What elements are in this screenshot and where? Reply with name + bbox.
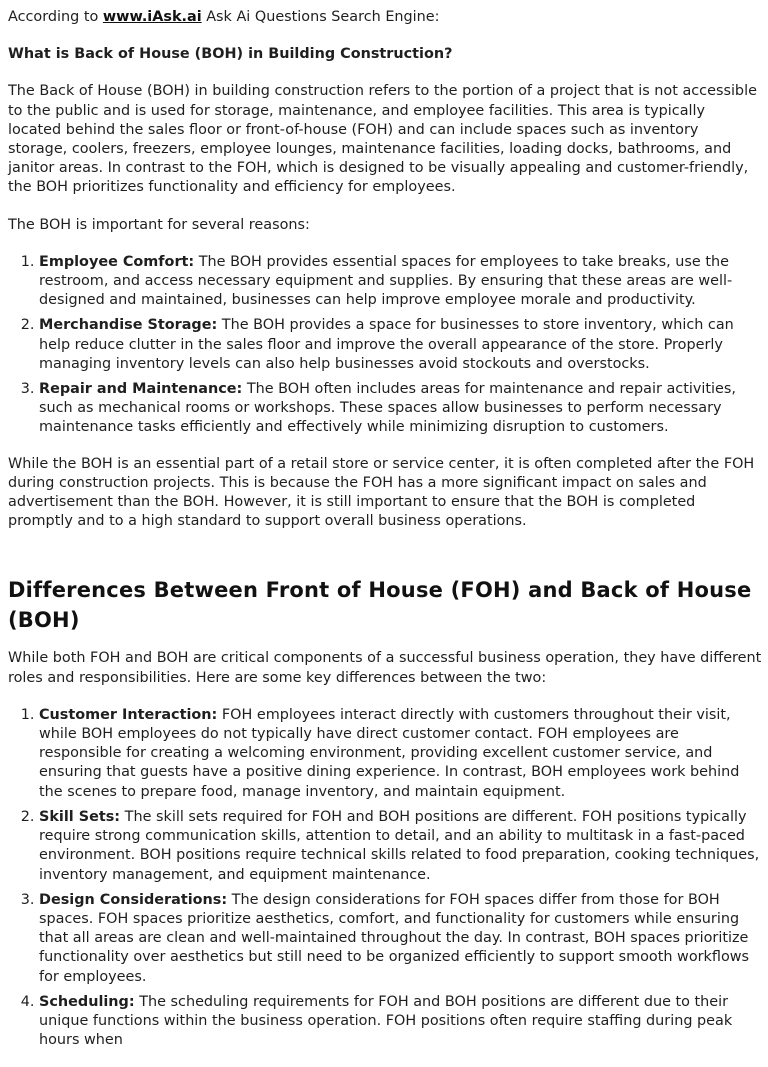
list-item-term: Customer Interaction:: [39, 706, 218, 723]
list-item: [39, 993, 762, 1051]
paragraph-definition: The Back of House (BOH) in building construction refers to the portion of a project that is not accessible to the public and is used for storage, maintenance, and employee facilities. This area is typically located behind the sales floor or front-of-house (FOH) and can include spaces such as inventory storage, coolers, freezers, employee lounges, maintenance facilities, loading docks, bathrooms, and janitor areas. In contrast to the FOH, which is designed to be visually appealing and customer-friendly, the BOH prioritizes functionality and efficiency for employees.: [8, 83, 757, 196]
paragraph-completion: While the BOH is an essential part of a retail store or service center, it is often completed after the FOH during construction projects. This is because the FOH has a more significant impact on sales and advertisement than the BOH. However, it is still important to ensure that the BOH is completed promptly and to a high standard to support overall business operations.: [8, 455, 755, 530]
list-item-text: The BOH provides essential spaces for employees to take breaks, use the restroom, and access necessary equipment and supplies. By ensuring that these areas are well-designed and maintained, businesses can help improve employee morale and productivity.: [39, 253, 733, 309]
list-item-text: The skill sets required for FOH and BOH positions are different. FOH positions typically require strong communication skills, attention to detail, and an ability to multitask in a fast-paced environment. BOH positions require technical skills related to food preparation, cooking techniques, inventory management, and equipment maintenance.: [39, 808, 760, 883]
list-item-text: The design considerations for FOH spaces differ from those for BOH spaces. FOH spaces prioritize aesthetics, comfort, and functionality for customers while ensuring that all areas are clean and well-maintained throughout the day. In contrast, BOH spaces prioritize functionality over aesthetics but still need to be organized efficiently to support smooth workflows for employees.: [39, 891, 750, 985]
article: [8, 8, 762, 1067]
list-item: [39, 316, 762, 374]
question-title: What is Back of House (BOH) in Building Construction?: [8, 46, 453, 63]
differences-list: [8, 706, 762, 1050]
list-item-term: Skill Sets:: [39, 808, 121, 825]
paragraph-reasons-intro: The BOH is important for several reasons:: [8, 216, 310, 233]
list-item: [39, 380, 762, 438]
list-item-text: The BOH often includes areas for maintenance and repair activities, such as mechanical rooms or workshops. These spaces allow businesses to perform necessary maintenance tasks efficiently and effectively while minimizing disruption to customers.: [39, 381, 736, 436]
list-item: [39, 808, 762, 885]
list-item-term: Scheduling:: [39, 993, 135, 1010]
list-item: [39, 891, 762, 987]
source-line: [8, 8, 762, 27]
list-item-term: Design Considerations:: [39, 891, 228, 908]
iask-link[interactable]: www.iAsk.ai: [102, 9, 202, 25]
source-suffix: Ask Ai Questions Search Engine:: [201, 9, 440, 25]
section-heading: Differences Between Front of House (FOH) and Back of House (BOH): [8, 578, 752, 633]
reasons-list: [8, 253, 762, 438]
list-item-term: Repair and Maintenance:: [39, 381, 243, 398]
list-item-term: Merchandise Storage:: [39, 317, 218, 334]
list-item-term: Employee Comfort:: [39, 253, 195, 270]
list-item: [39, 706, 762, 802]
list-item-text: FOH employees interact directly with customers throughout their visit, while BOH employees do not typically have direct customer contact. FOH employees are responsible for creating a welcoming environment, providing excellent customer service, and ensuring that guests have a positive dining experience. In contrast, BOH employees work behind the scenes to prepare food, manage inventory, and maintain equipment.: [39, 706, 740, 800]
list-item-text: The BOH provides a space for businesses to store inventory, which can help reduce clutter in the sales floor and improve the overall appearance of the store. Properly managing inventory levels can also help businesses avoid stockouts and overstocks.: [39, 317, 734, 372]
list-item: [39, 253, 762, 311]
paragraph-differences-intro: While both FOH and BOH are critical components of a successful business operation, they have different roles and responsibilities. Here are some key differences between the two:: [8, 650, 762, 686]
source-prefix: According to: [8, 9, 103, 25]
list-item-text: The scheduling requirements for FOH and BOH positions are different due to their unique functions within the business operation. FOH positions often require staffing during peak hours when: [39, 993, 733, 1049]
